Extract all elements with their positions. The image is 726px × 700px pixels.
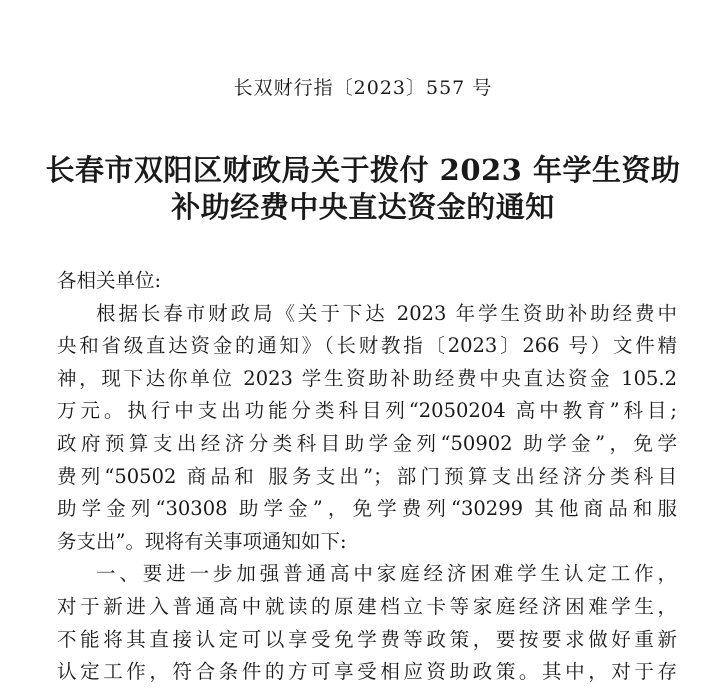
document-title (0, 152, 726, 226)
body-line: 认定工作，符合条件的方可享受相应资助政策。其中，对于存 (57, 660, 677, 684)
body-line: 务支出”。现将有关事项通知如下: (57, 529, 347, 553)
body-line: 神，现下达你单位 2023 学生资助补助经费中央直达资金 105.2 (57, 366, 677, 390)
body-line: 不能将其直接认定可以享受免学费等政策，要按要求做好重新 (57, 627, 677, 651)
title-line: 长春市双阳区财政局关于拨付 2023 年学生资助 (45, 153, 681, 187)
salutation: 各相关单位: (57, 269, 162, 292)
document-number: 长双财行指〔2023〕557 号 (233, 77, 493, 99)
body-line: 央和省级直达资金的通知》（长财教指〔2023〕266 号）文件精 (57, 334, 677, 358)
title-line: 补助经费中央直达资金的通知 (171, 190, 555, 224)
body-line: 助学金列“30308 助学金”，免学费列“30299 其他商品和服 (57, 497, 677, 521)
body-line: 对于新进入普通高中就读的原建档立卡等家庭经济困难学生， (57, 594, 677, 618)
body-line: 一、要进一步加强普通高中家庭经济困难学生认定工作， (96, 562, 677, 586)
document-body (57, 265, 677, 689)
body-line: 政府预算支出经济分类科目助学金列“50902 助学金”，免学 (57, 431, 677, 455)
body-line: 万元。执行中支出功能分类科目列“2050204 高中教育”科目; (57, 399, 677, 423)
body-line: 根据长春市财政局《关于下达 2023 年学生资助补助经费中 (96, 301, 677, 325)
body-line: 费列“50502 商品和 服务支出”；部门预算支出经济分类科目 (57, 464, 677, 488)
